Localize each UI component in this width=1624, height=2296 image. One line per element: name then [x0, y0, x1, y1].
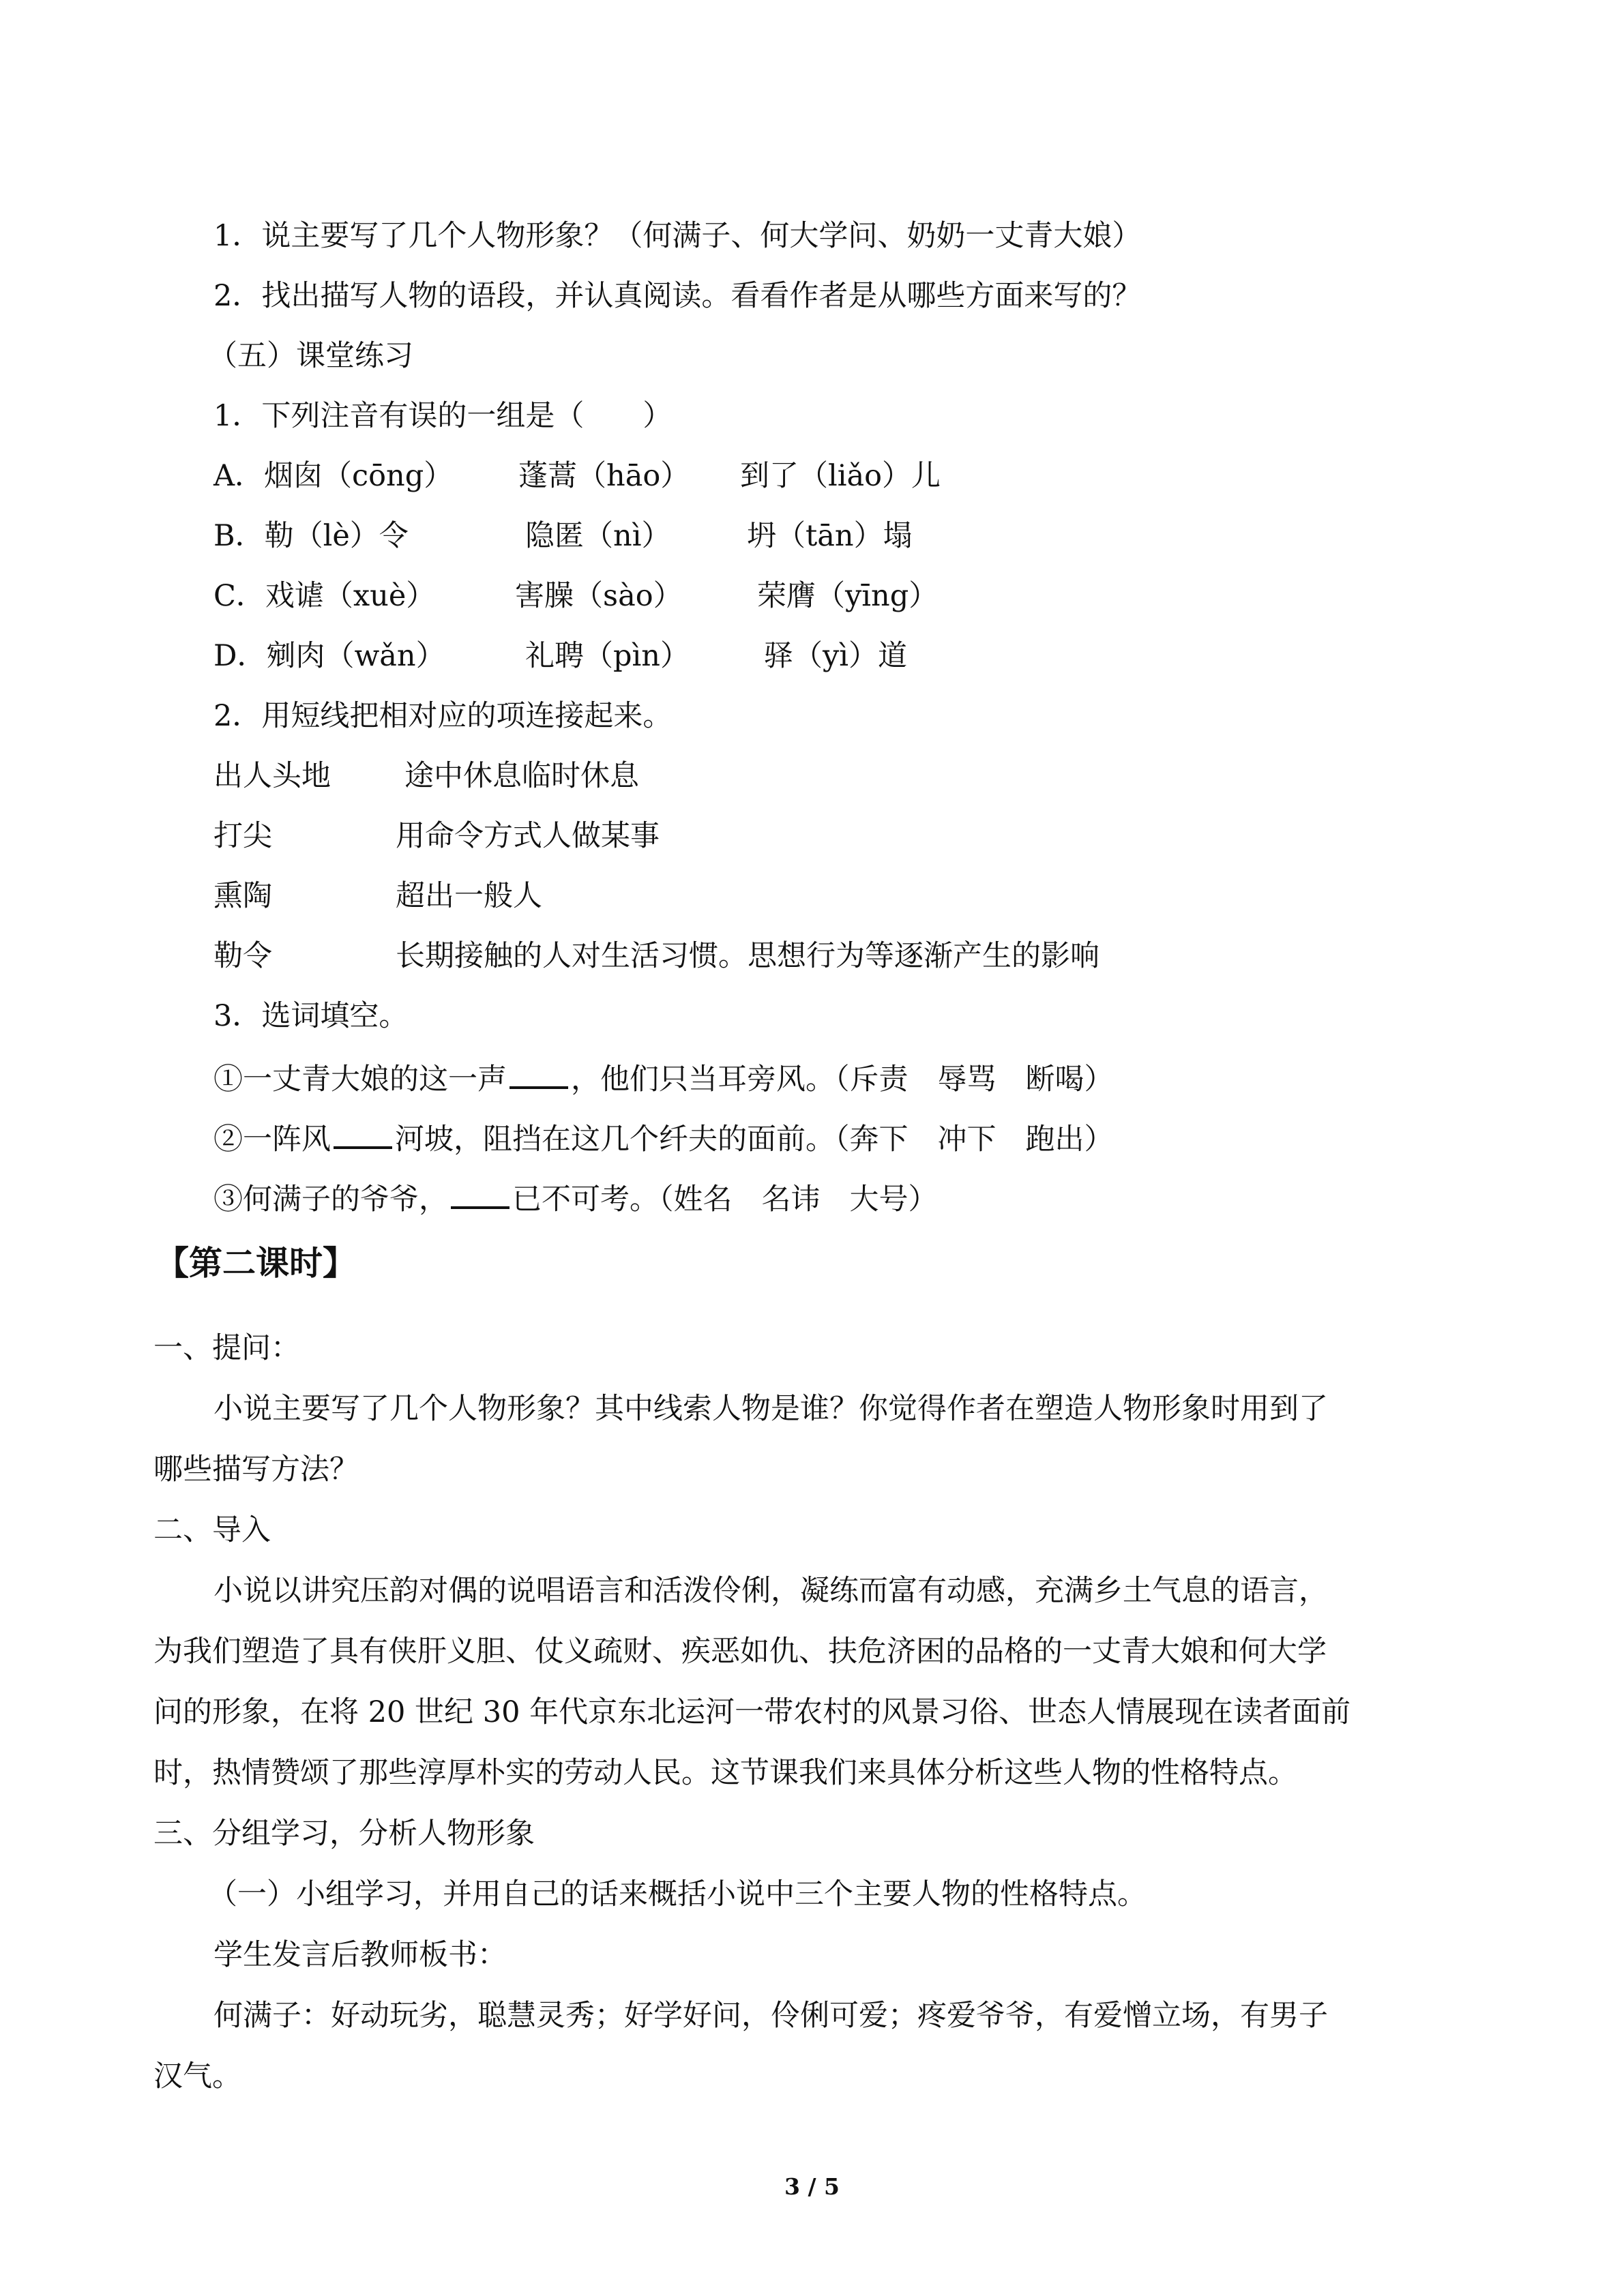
option-c-2: 害臊（sào） [515, 579, 683, 613]
match-term-2: 打尖 [213, 819, 272, 853]
match-def-2: 用命令方式人做某事 [396, 819, 660, 853]
section-3-group-study: （一）小组学习，并用自己的话来概括小说中三个主要人物的性格特点。 [208, 1877, 1147, 1911]
section-1-para-line-1: 小说主要写了几个人物形象？其中线索人物是谁？你觉得作者在塑造人物形象时用到了 [213, 1392, 1328, 1426]
section-1-para-line-2: 哪些描写方法？ [153, 1452, 359, 1487]
fill-item-2 [213, 1122, 1114, 1157]
section-3-title: 三、分组学习，分析人物形象 [153, 1817, 535, 1851]
option-c-3: 荣膺（yīng） [757, 579, 939, 613]
fill-2-suffix: 河坡，阻挡在这几个纤夫的面前。（奔下 冲下 跑出） [395, 1122, 1114, 1157]
character-line-1: 何满子：好动玩劣，聪慧灵秀；好学好问，伶俐可爱；疼爱爷爷，有爱憎立场，有男子 [213, 1999, 1328, 2033]
fill-1-prefix: ①一丈青大娘的这一声 [213, 1062, 507, 1097]
fill-1-suffix: ，他们只当耳旁风。（斥责 辱骂 断喝） [571, 1062, 1114, 1097]
section-2-para-line-3: 问的形象，在将 20 世纪 30 年代京东北运河一带农村的风景习俗、世态人情展现在读者面前 [153, 1695, 1351, 1729]
fill-3-prefix: ③何满子的爷爷， [213, 1182, 448, 1217]
option-a-3: 到了（liǎo）儿 [740, 459, 941, 493]
match-def-3: 超出一般人 [396, 879, 542, 913]
option-a-2: 蓬蒿（hāo） [518, 459, 690, 493]
exercise-3: 3．选词填空。 [213, 999, 409, 1033]
fill-blank [451, 1182, 510, 1209]
match-def-1: 途中休息临时休息 [404, 759, 639, 793]
match-term-3: 熏陶 [213, 879, 272, 913]
option-d-3: 驿（yì）道 [764, 639, 908, 673]
option-a-1: A．烟囱（cōng） [213, 459, 454, 493]
match-term-1: 出人头地 [213, 759, 331, 793]
section-2-para-line-2: 为我们塑造了具有侠肝义胆、仗义疏财、疾恶如仇、扶危济困的品格的一丈青大娘和何大学 [153, 1635, 1327, 1669]
section-5-title: （五）课堂练习 [208, 339, 413, 373]
exercise-2: 2．用短线把相对应的项连接起来。 [213, 699, 673, 733]
section-3-board: 学生发言后教师板书： [213, 1938, 507, 1972]
match-term-4: 勒令 [213, 939, 272, 973]
match-def-4: 长期接触的人对生活习惯。思想行为等逐渐产生的影响 [396, 939, 1099, 973]
section-2-para-line-1: 小说以讲究压韵对偶的说唱语言和活泼伶俐，凝练而富有动感，充满乡土气息的语言， [213, 1574, 1328, 1608]
option-d-2: 礼聘（pìn） [525, 639, 690, 673]
question-1: 1．说主要写了几个人物形象？（何满子、何大学问、奶奶一丈青大娘） [213, 219, 1142, 253]
section-2-title: 二、导入 [153, 1513, 271, 1547]
fill-3-suffix: 已不可考。（姓名 名讳 大号） [512, 1182, 938, 1217]
fill-2-prefix: ②一阵风 [213, 1122, 331, 1157]
fill-item-1 [213, 1062, 1114, 1097]
fill-item-3 [213, 1182, 938, 1217]
option-d-1: D．剜肉（wǎn） [213, 639, 445, 673]
option-b-3: 坍（tān）塌 [747, 519, 913, 553]
option-c-1: C．戏谑（xuè） [213, 579, 436, 613]
section-2-para-line-4: 时，热情赞颂了那些淳厚朴实的劳动人民。这节课我们来具体分析这些人物的性格特点。 [153, 1756, 1297, 1790]
option-a [213, 459, 454, 493]
fill-blank [334, 1122, 392, 1149]
lesson-2-heading: 【第二课时】 [156, 1244, 357, 1283]
question-2: 2．找出描写人物的语段，并认真阅读。看看作者是从哪些方面来写的？ [213, 279, 1142, 313]
page-number: 3 / 5 [784, 2173, 840, 2200]
exercise-1: 1．下列注音有误的一组是（ ） [213, 399, 673, 433]
option-b-1: B．勒（lè）令 [213, 519, 409, 553]
section-1-title: 一、提问： [153, 1331, 300, 1365]
character-line-2: 汉气。 [153, 2059, 241, 2093]
fill-blank [510, 1062, 568, 1089]
option-b-2: 隐匿（nì） [525, 519, 671, 553]
